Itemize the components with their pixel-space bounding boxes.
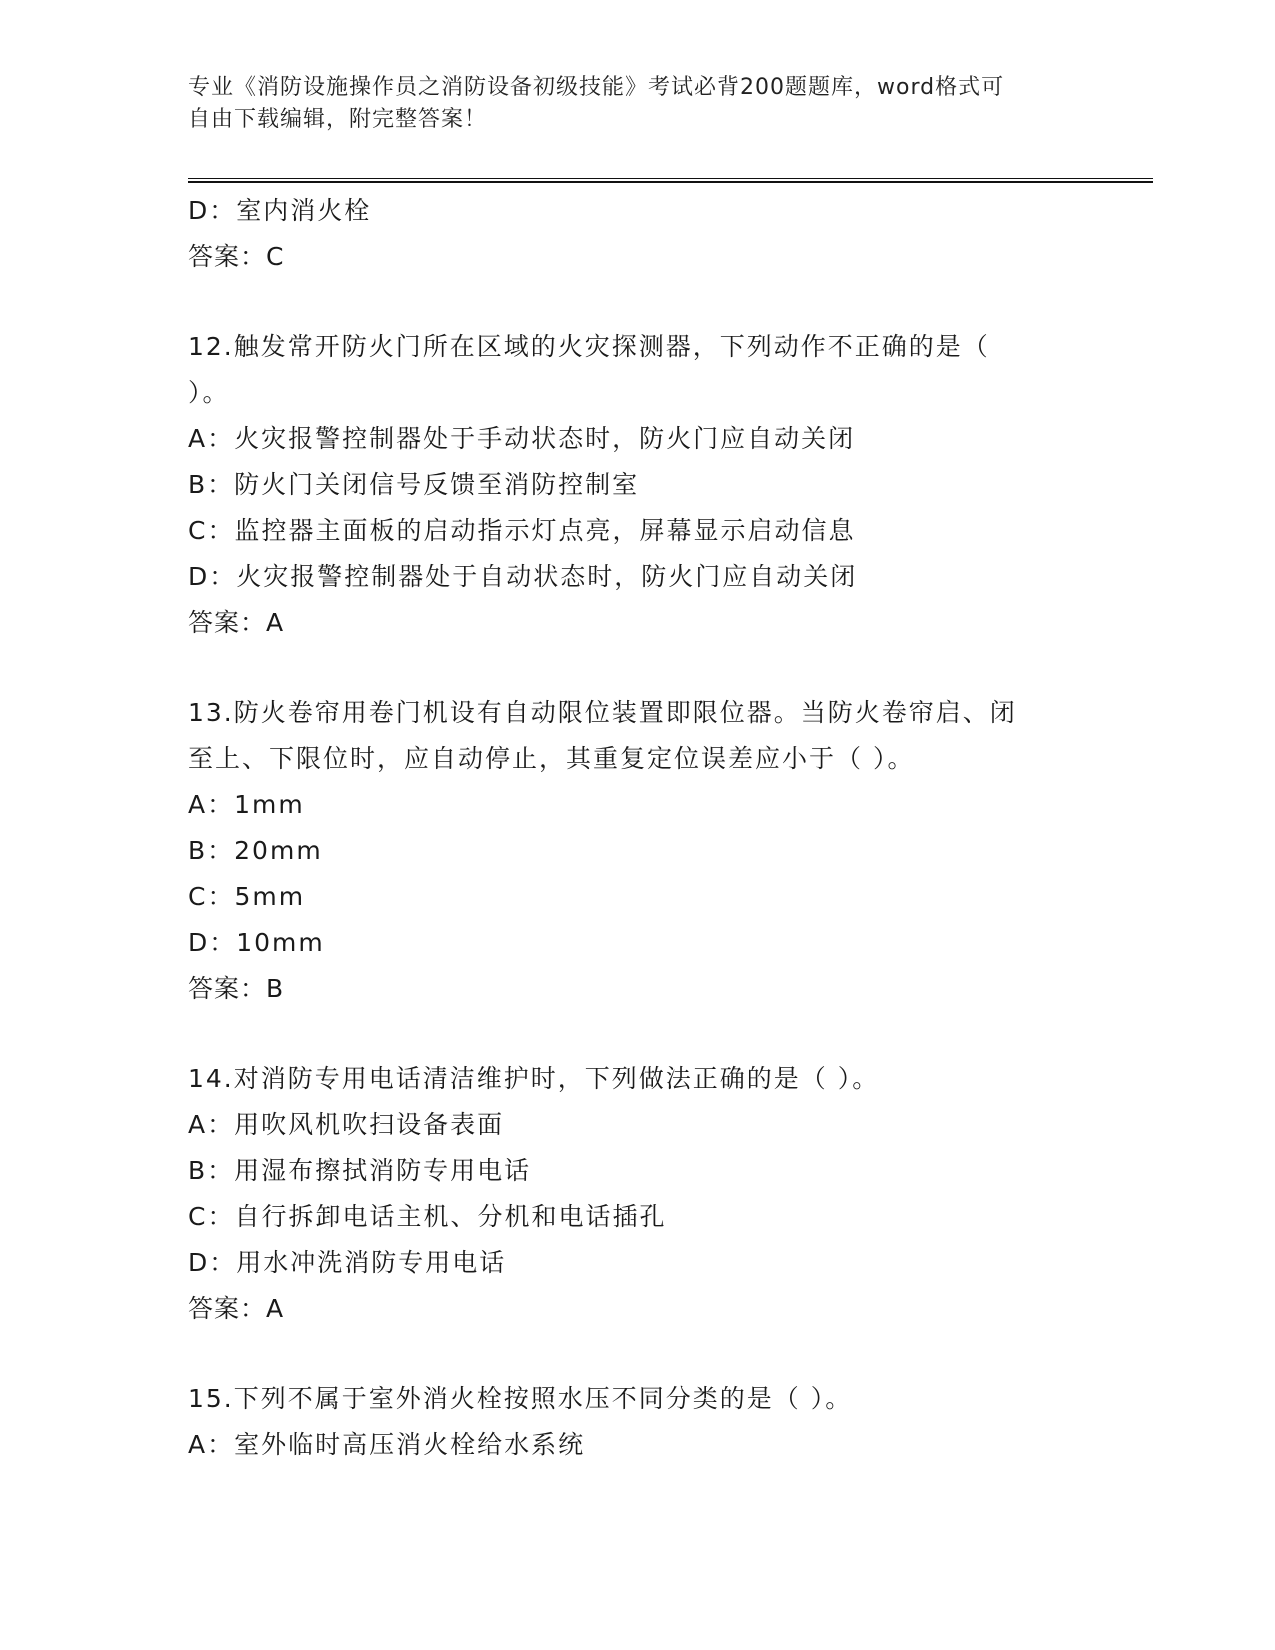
option-d: D：火灾报警控制器处于自动状态时，防火门应自动关闭 bbox=[188, 562, 858, 591]
answer: 答案：B bbox=[188, 974, 285, 1003]
question-11 bbox=[188, 188, 1088, 280]
question-stem-continued: 至上、下限位时，应自动停止，其重复定位误差应小于（ ）。 bbox=[188, 744, 915, 773]
question-stem-continued: ）。 bbox=[188, 378, 230, 407]
page-header bbox=[188, 72, 1068, 136]
question-14 bbox=[188, 1056, 1088, 1332]
option-a: A：室外临时高压消火栓给水系统 bbox=[188, 1430, 586, 1459]
header-title-line1: 专业《消防设施操作员之消防设备初级技能》考试必背200题题库，word格式可 bbox=[188, 75, 1005, 100]
answer: 答案：A bbox=[188, 608, 285, 637]
option-d: D：10mm bbox=[188, 928, 325, 957]
option-a: A：火灾报警控制器处于手动状态时，防火门应自动关闭 bbox=[188, 424, 856, 453]
spacer bbox=[188, 1332, 1088, 1376]
question-13 bbox=[188, 690, 1088, 1012]
header-divider bbox=[188, 178, 1153, 183]
question-stem: 12.触发常开防火门所在区域的火灾探测器，下列动作不正确的是（ bbox=[188, 332, 990, 361]
option-a: A：用吹风机吹扫设备表面 bbox=[188, 1110, 505, 1139]
answer: 答案：C bbox=[188, 242, 285, 271]
option-b: B：20mm bbox=[188, 836, 323, 865]
option-c: C：自行拆卸电话主机、分机和电话插孔 bbox=[188, 1202, 667, 1231]
question-stem: 14.对消防专用电话清洁维护时，下列做法正确的是（ ）。 bbox=[188, 1064, 880, 1093]
option-c: C：监控器主面板的启动指示灯点亮，屏幕显示启动信息 bbox=[188, 516, 856, 545]
question-15 bbox=[188, 1376, 1088, 1468]
option-b: B：用湿布擦拭消防专用电话 bbox=[188, 1156, 532, 1185]
spacer bbox=[188, 280, 1088, 324]
option-d: D：室内消火栓 bbox=[188, 196, 372, 225]
option-b: B：防火门关闭信号反馈至消防控制室 bbox=[188, 470, 640, 499]
question-stem: 15.下列不属于室外消火栓按照水压不同分类的是（ ）。 bbox=[188, 1384, 853, 1413]
option-d: D：用水冲洗消防专用电话 bbox=[188, 1248, 507, 1277]
question-stem: 13.防火卷帘用卷门机设有自动限位装置即限位器。当防火卷帘启、闭 bbox=[188, 698, 1017, 727]
question-12 bbox=[188, 324, 1088, 646]
header-title-line2: 自由下载编辑，附完整答案！ bbox=[188, 107, 488, 132]
option-c: C：5mm bbox=[188, 882, 306, 911]
option-a: A：1mm bbox=[188, 790, 305, 819]
answer: 答案：A bbox=[188, 1294, 285, 1323]
document-body bbox=[188, 188, 1088, 1468]
spacer bbox=[188, 646, 1088, 690]
spacer bbox=[188, 1012, 1088, 1056]
